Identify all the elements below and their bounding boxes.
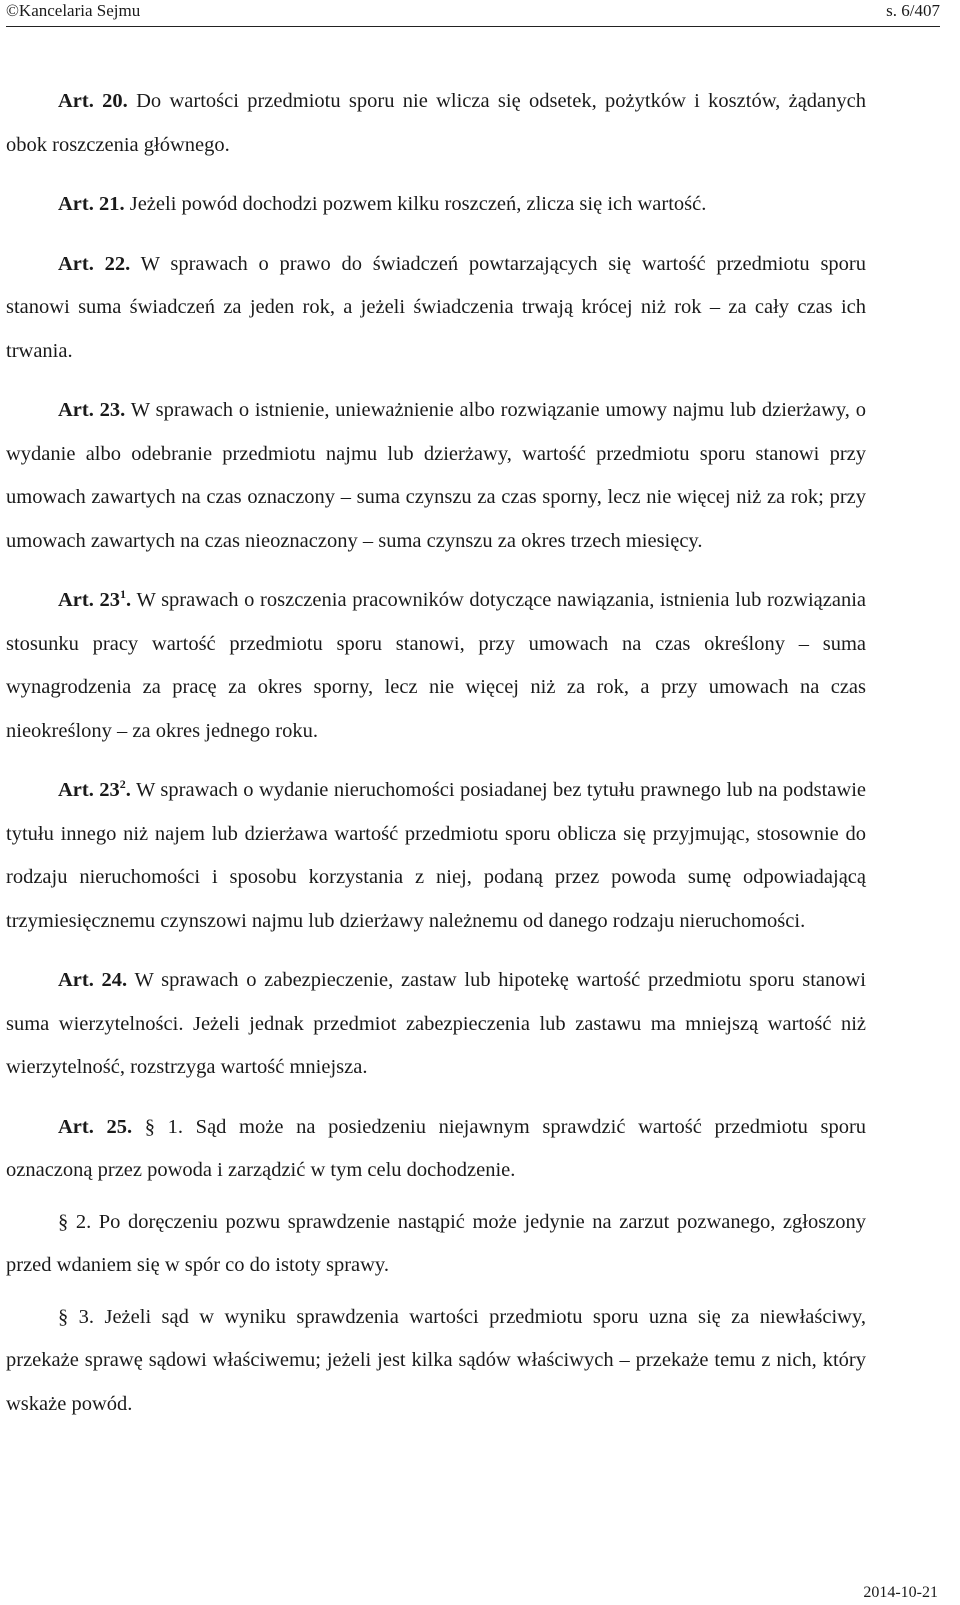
header-page-number: s. 6/407 [886,1,940,20]
article-text: W sprawach o prawo do świadczeń powtarzających się wartość przedmiotu sporu stanowi suma świadczeń za jeden rok, a jeżeli świadczenia trwają krócej niż rok – za cały czas ich trwania. [6,252,866,362]
footer-date: 2014-10-21 [863,1584,938,1601]
article-23 [6,389,866,563]
article-label: Art. 24. [58,969,128,991]
article-text: W sprawach o wydanie nieruchomości posiadanej bez tytułu prawnego lub na podstawie tytułu innego niż najem lub dzierżawa wartość przedmiotu sporu oblicza się przyjmując, stosownie do rodzaju nieruchomości i sposobu korzystania z niej, podaną przez powoda sumę odpowiadającą trzymiesięcznemu czynszowi najmu lub dzierżawy należnemu od danego rodzaju nieruchomości. [6,779,866,932]
section-text: Sąd może na posiedzeniu niejawnym sprawdzić wartość przedmiotu sporu oznaczoną przez powoda i zarządzić w tym celu dochodzenie. [6,1115,867,1181]
article-text: Jeżeli powód dochodzi pozwem kilku roszczeń, zlicza się ich wartość. [129,193,707,215]
article-label: Art. 21. [58,193,125,215]
article-text: Do wartości przedmiotu sporu nie wlicza się odsetek, pożytków i kosztów, żądanych obok roszczenia głównego. [6,90,867,156]
section-number: § 3. [58,1305,95,1328]
article-23-1 [6,579,866,753]
article-label: Art. $23^1$. [58,587,132,611]
header-publisher: ©Kancelaria Sejmu [6,1,141,20]
article-label: Art. 22. [58,252,131,275]
article-label: Art. 23. [58,399,126,421]
article-25-section-2 [6,1201,866,1288]
article-21 [6,183,866,227]
article-label: Art. $23^2$. [58,777,131,801]
article-text: W sprawach o istnienie, unieważnienie albo rozwiązanie umowy najmu lub dzierżawy, o wydanie albo odebranie przedmiotu najmu lub dzierżawy, wartość przedmiotu sporu stanowi przy umowach zawartych na czas oznaczony – suma czynszu za czas sporny, lecz nie więcej niż za rok; przy umowach zawartych na czas nieoznaczony – suma czynszu za okres trzech miesięcy. [6,399,866,552]
article-24 [6,959,866,1090]
section-text: Po doręczeniu pozwu sprawdzenie nastąpić może jedynie na zarzut pozwanego, zgłoszony przed wdaniem się w spór co do istoty sprawy. [6,1210,867,1276]
article-superscript: 2 [119,777,126,792]
section-number: § 1. [144,1115,184,1138]
article-22 [6,243,866,374]
article-text: W sprawach o zabezpieczenie, zastaw lub hipotekę wartość przedmiotu sporu stanowi suma wierzytelności. Jeżeli jednak przedmiot zabezpieczenia lub zastawu ma mniejszą wartość niż wierzytelność, rozstrzyga wartość mniejsza. [6,969,866,1078]
article-20 [6,80,866,167]
document-body [6,80,866,1434]
section-number: § 2. [58,1210,92,1233]
article-25-section-1 [6,1106,866,1193]
article-label: Art. 20. [58,90,128,112]
page-header [6,0,940,27]
article-label: Art. 25. [58,1115,133,1138]
article-23-2 [6,769,866,943]
article-text: W sprawach o roszczenia pracowników dotyczące nawiązania, istnienia lub rozwiązania stosunku pracy wartość przedmiotu sporu stanowi, przy umowach na czas określony – suma wynagrodzenia za pracę za okres sporny, lecz nie więcej niż za rok, a przy umowach na czas nieokreślony – za okres jednego roku. [6,589,866,742]
article-25-section-3 [6,1296,866,1427]
section-text: Jeżeli sąd w wyniku sprawdzenia wartości przedmiotu sporu uzna się za niewłaściwy, przekaże sprawę sądowi właściwemu; jeżeli jest kilka sądów właściwych – przekaże temu z nich, który wskaże powód. [6,1305,867,1415]
article-superscript: 1 [120,587,127,602]
